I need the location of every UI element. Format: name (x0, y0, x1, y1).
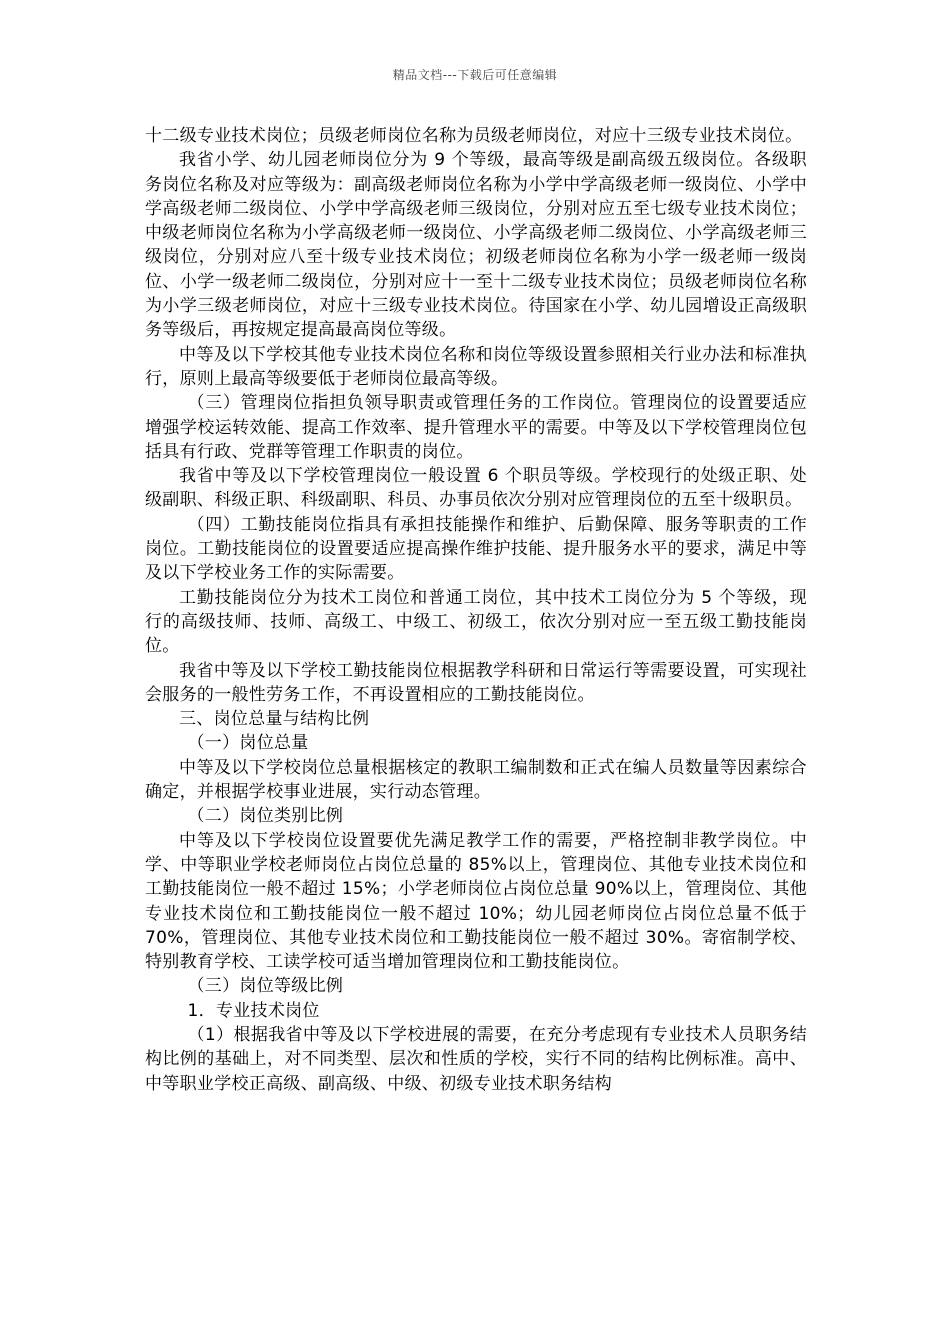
paragraph: （四）工勤技能岗位指具有承担技能操作和维护、后勤保障、服务等职责的工作岗位。工勤技能岗位的设置要适应提高操作维护技能、提升服务水平的要求，满足中等及以下学校业务工作的实际需要。 (145, 514, 807, 584)
paragraph: 中等及以下学校岗位设置要优先满足教学工作的需要，严格控制非教学岗位。中学、中等职业学校老师岗位占岗位总量的 85%以上，管理岗位、其他专业技术岗位和工勤技能岗位一般不超过 15%；小学老师岗位占岗位总量 90%以上，管理岗位、其他专业技术岗位和工勤技能岗位一般不超过 10%；幼儿园老师岗位占岗位总量不低于 70%，管理岗位、其他专业技术岗位和工勤技能岗位一般不超过 30%。寄宿制学校、特别教育学校、工读学校可适当增加管理岗位和工勤技能岗位。 (145, 830, 807, 973)
paragraph: （一）岗位总量 (187, 733, 309, 754)
paragraph: （1）根据我省中等及以下学校进展的需要，在充分考虑现有专业技术人员职务结构比例的基础上，对不同类型、层次和性质的学校，实行不同的结构比例标准。高中、中等职业学校正高级、副高级、中级、初级专业技术职务结构 (145, 1024, 807, 1094)
paragraph: （三）岗位等级比例 (187, 976, 344, 997)
paragraph: （二）岗位类别比例 (187, 806, 344, 827)
paragraph: 中等及以下学校其他专业技术岗位名称和岗位等级设置参照相关行业办法和标准执行，原则上最高等级要低于老师岗位最高等级。 (145, 344, 807, 389)
document-body (145, 124, 807, 1096)
paragraph: 十二级专业技术岗位；员级老师岗位名称为员级老师岗位，对应十三级专业技术岗位。 (145, 126, 803, 146)
paragraph: 我省中等及以下学校管理岗位一般设置 6 个职员等级。学校现行的处级正职、处级副职、科级正职、科级副职、科员、办事员依次分别对应管理岗位的五至十级职员。 (145, 466, 807, 511)
paragraph: 我省小学、幼儿园老师岗位分为 9 个等级，最高等级是副高级五级岗位。各级职务岗位名称及对应等级为：副高级老师岗位名称为小学中学高级老师一级岗位、小学中学高级老师二级岗位、小学中学高级老师三级岗位，分别对应五至七级专业技术岗位；中级老师岗位名称为小学高级老师一级岗位、小学高级老师二级岗位、小学高级老师三级岗位，分别对应八至十级专业技术岗位；初级老师岗位名称为小学一级老师一级岗位、小学一级老师二级岗位，分别对应十一至十二级专业技术岗位；员级老师岗位名称为小学三级老师岗位，对应十三级专业技术岗位。待国家在小学、幼儿园增设正高级职务等级后，再按规定提高最高岗位等级。 (145, 150, 807, 341)
page-header: 精品文档---下载后可任意编辑 (392, 68, 558, 82)
paragraph: 中等及以下学校岗位总量根据核定的教职工编制数和正式在编人员数量等因素综合确定，并根据学校事业进展，实行动态管理。 (145, 757, 807, 803)
paragraph: （三）管理岗位指担负领导职责或管理任务的工作岗位。管理岗位的设置要适应增强学校运转效能、提高工作效率、提升管理水平的需要。中等及以下学校管理岗位包括具有行政、党群等管理工作职责的岗位。 (145, 393, 807, 462)
paragraph: 1．专业技术岗位 (187, 1000, 320, 1021)
paragraph: 工勤技能岗位分为技术工岗位和普通工岗位，其中技术工岗位分为 5 个等级，现行的高级技师、技师、高级工、中级工、初级工，依次分别对应一至五级工勤技能岗位。 (145, 587, 807, 657)
paragraph: 我省中等及以下学校工勤技能岗位根据教学科研和日常运行等需要设置，可实现社会服务的一般性劳务工作，不再设置相应的工勤技能岗位。 (145, 660, 807, 705)
paragraph: 三、岗位总量与结构比例 (179, 709, 370, 730)
